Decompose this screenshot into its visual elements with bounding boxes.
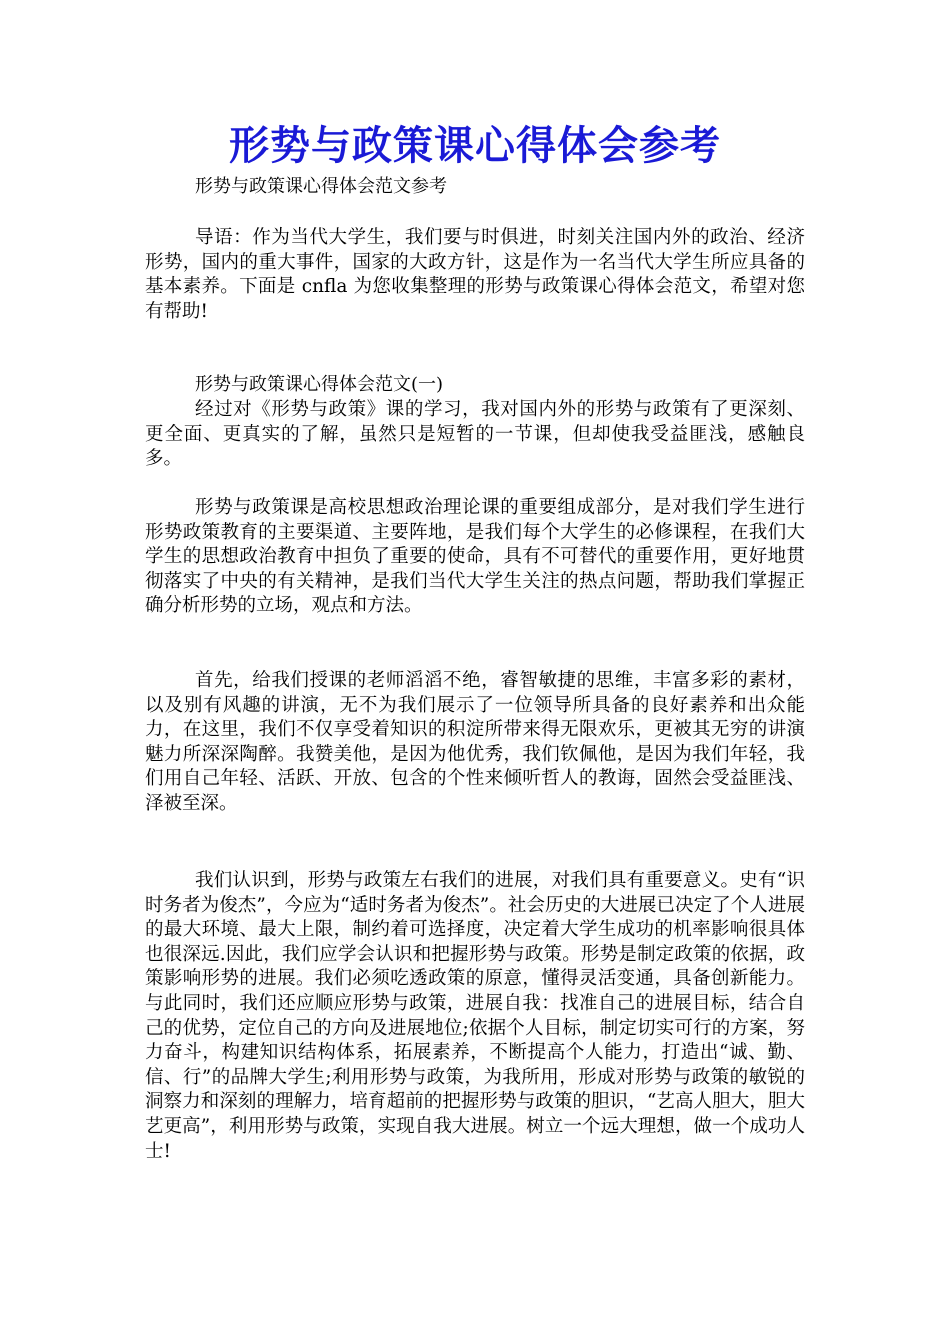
body-paragraph: 首先，给我们授课的老师滔滔不绝，睿智敏捷的思维，丰富多彩的素材，以及别有风趣的讲演，无不为我们展示了一位领导所具备的良好素养和出众能力，在这里，我们不仅享受着知识的积淀所带来得无限欢乐，更被其无穷的讲演魅力所深深陶醉。我赞美他，是因为他优秀，我们钦佩他，是因为我们年轻，我们用自己年轻、活跃、开放、包含的个性来倾听哲人的教诲，固然会受益匪浅、泽被至深。 xyxy=(145,670,805,814)
intro-paragraph: 导语：作为当代大学生，我们要与时俱进，时刻关注国内外的政治、经济形势，国内的重大事件，国家的大政方针，这是作为一名当代大学生所应具备的基本素养。下面是 cnfla 为您收集整理的形势与政策课心得体会范文，希望对您有帮助! xyxy=(145,227,805,322)
document-title: 形势与政策课心得体会参考 xyxy=(229,122,721,169)
document-subtitle: 形势与政策课心得体会范文参考 xyxy=(195,176,447,197)
body-paragraph: 我们认识到，形势与政策左右我们的进展，对我们具有重要意义。史有“识时务者为俊杰”，今应为“适时务者为俊杰”。社会历史的大进展已决定了个人进展的最大环境、最大上限，制约着可选择度，决定着大学生成功的机率影响很具体也很深远.因此，我们应学会认识和把握形势与政策。形势是制定政策的依据，政策影响形势的进展。我们必须吃透政策的原意，懂得灵活变通，具备创新能力。与此同时，我们还应顺应形势与政策，进展自我：找准自己的进展目标，结合自己的优势，定位自己的方向及进展地位;依据个人目标，制定切实可行的方案，努力奋斗，构建知识结构体系，拓展素养，不断提高个人能力，打造出“诚、勤、信、行”的品牌大学生;利用形势与政策，为我所用，形成对形势与政策的敏锐的洞察力和深刻的理解力，培育超前的把握形势与政策的胆识，“艺高人胆大，胆大艺更高”，利用形势与政策，实现自我大进展。树立一个远大理想，做一个成功人士! xyxy=(145,870,805,1162)
section-heading: 形势与政策课心得体会范文(一) xyxy=(195,374,444,395)
body-paragraph: 经过对《形势与政策》课的学习，我对国内外的形势与政策有了更深刻、更全面、更真实的了解，虽然只是短暂的一节课，但却使我受益匪浅，感触良多。 xyxy=(145,399,805,470)
body-paragraph: 形势与政策课是高校思想政治理论课的重要组成部分，是对我们学生进行形势政策教育的主要渠道、主要阵地，是我们每个大学生的必修课程，在我们大学生的思想政治教育中担负了重要的使命，具有不可替代的重要作用，更好地贯彻落实了中央的有关精神，是我们当代大学生关注的热点问题，帮助我们掌握正确分析形势的立场，观点和方法。 xyxy=(145,497,805,617)
